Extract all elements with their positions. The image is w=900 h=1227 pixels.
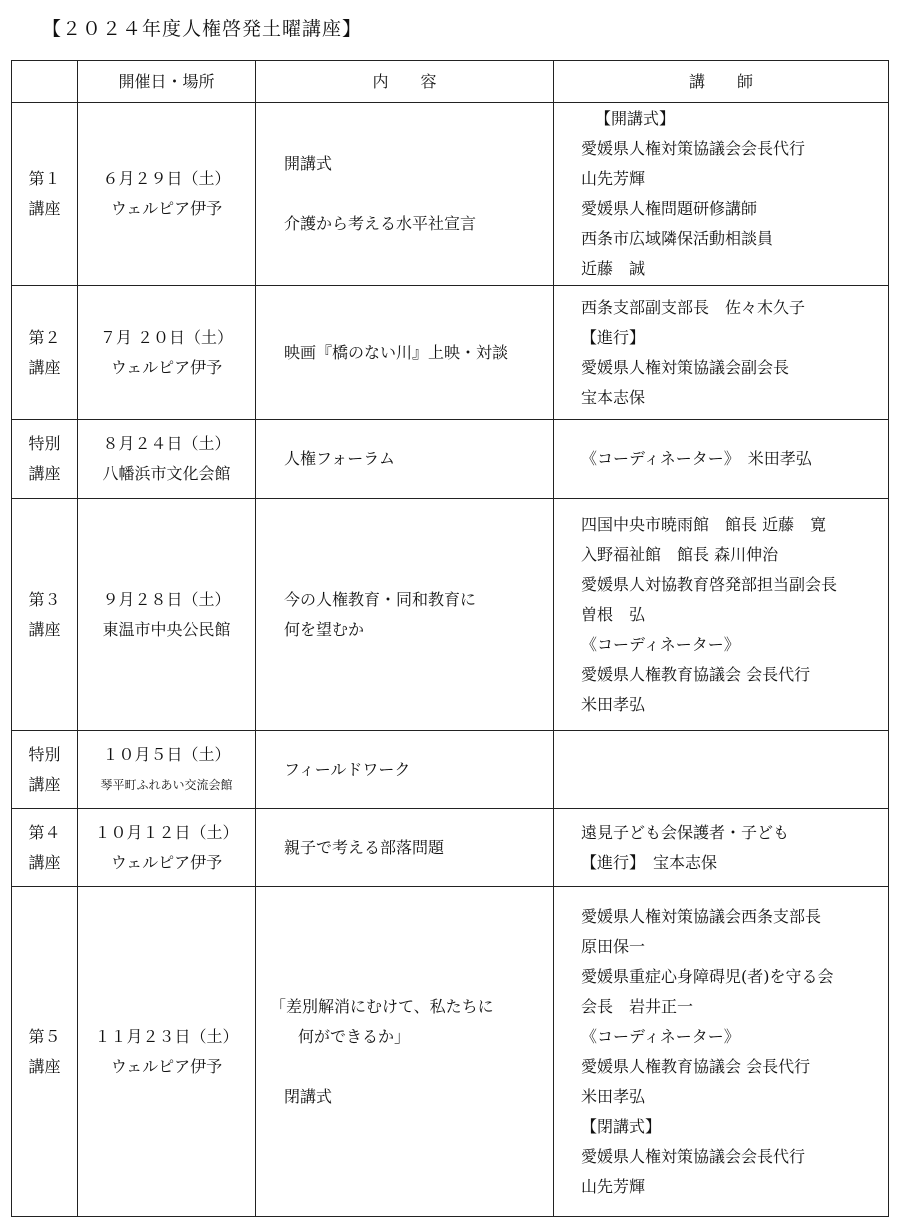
header-lecturer: 講 師	[554, 61, 889, 103]
session-content: 今の人権教育・同和教育に 何を望むか	[256, 499, 554, 731]
session-date-place	[78, 809, 256, 887]
session-lecturer: 【開講式】 愛媛県人権対策協議会会長代行 山先芳輝 愛媛県人権問題研修講師 西条市広域隣保活動相談員 近藤 誠	[554, 103, 889, 286]
session-content: 「差別解消にむけて、私たちに 何ができるか」 閉講式	[256, 887, 554, 1217]
session-content: 開講式 介護から考える水平社宣言	[256, 103, 554, 286]
session-date-place	[78, 887, 256, 1217]
session-content: フィールドワーク	[256, 731, 554, 809]
session-number: 特別 講座	[12, 420, 78, 499]
schedule-table	[11, 60, 889, 1217]
session-lecturer: 遠見子ども会保護者・子ども 【進行】 宝本志保	[554, 809, 889, 887]
document-title: 【２０２４年度人権啓発土曜講座】	[42, 18, 363, 40]
session-date: １０月５日（土）	[102, 744, 231, 764]
session-date: １０月１２日（土）	[94, 822, 239, 842]
table-row	[12, 420, 889, 499]
session-date: ６月２９日（土）	[102, 169, 231, 188]
session-content: 映画『橋のない川』上映・対談	[256, 286, 554, 420]
session-date: ９月２８日（土）	[102, 589, 231, 609]
header-content: 内 容	[256, 61, 554, 103]
session-number: 第５ 講座	[12, 887, 78, 1217]
session-content: 親子で考える部落問題	[256, 809, 554, 887]
header-date: 開催日・場所	[78, 61, 256, 103]
session-date-place	[78, 731, 256, 809]
session-lecturer	[554, 731, 889, 809]
session-date: １１月２３日（土）	[94, 1026, 239, 1046]
session-date-place	[78, 420, 256, 499]
session-lecturer: 四国中央市暁雨館 館長 近藤 寛 入野福祉館 館長 森川伸治 愛媛県人対協教育啓発部担当副会長 曽根 弘 《コーディネーター》 愛媛県人権教育協議会 会長代行 米田孝弘	[554, 499, 889, 731]
table-row	[12, 103, 889, 286]
table-row	[12, 731, 889, 809]
session-date: ７月 ２０日（土）	[99, 327, 234, 347]
session-number: 第４ 講座	[12, 809, 78, 887]
session-lecturer: 《コーディネーター》 米田孝弘	[554, 420, 889, 499]
session-place: 琴平町ふれあい交流会館	[100, 777, 233, 792]
session-place: ウェルピア伊予	[110, 357, 223, 377]
session-lecturer: 愛媛県人権対策協議会西条支部長 原田保一 愛媛県重症心身障碍児(者)を守る会 会長 岩井正一 《コーディネーター》 愛媛県人権教育協議会 会長代行 米田孝弘 【閉講式】 愛媛県人権対策協議会会長代行 山先芳輝	[554, 887, 889, 1217]
session-date: ８月２４日（土）	[102, 434, 231, 453]
session-place: ウェルピア伊予	[110, 1056, 223, 1076]
table-row	[12, 887, 889, 1217]
session-date-place	[78, 499, 256, 731]
table-row	[12, 809, 889, 887]
session-number: 第１ 講座	[12, 103, 78, 286]
table-row	[12, 286, 889, 420]
table-row	[12, 499, 889, 731]
header-row	[12, 61, 889, 103]
session-place: ウェルピア伊予	[110, 852, 223, 872]
session-place: 八幡浜市文化会館	[102, 464, 231, 483]
session-date-place	[78, 103, 256, 286]
header-no	[12, 61, 78, 103]
session-place: ウェルピア伊予	[110, 199, 223, 218]
session-number: 特別 講座	[12, 731, 78, 809]
session-date-place	[78, 286, 256, 420]
session-number: 第２ 講座	[12, 286, 78, 420]
session-number: 第３ 講座	[12, 499, 78, 731]
session-place: 東温市中央公民館	[102, 619, 231, 639]
session-lecturer: 西条支部副支部長 佐々木久子 【進行】 愛媛県人権対策協議会副会長 宝本志保	[554, 286, 889, 420]
session-content: 人権フォーラム	[256, 420, 554, 499]
